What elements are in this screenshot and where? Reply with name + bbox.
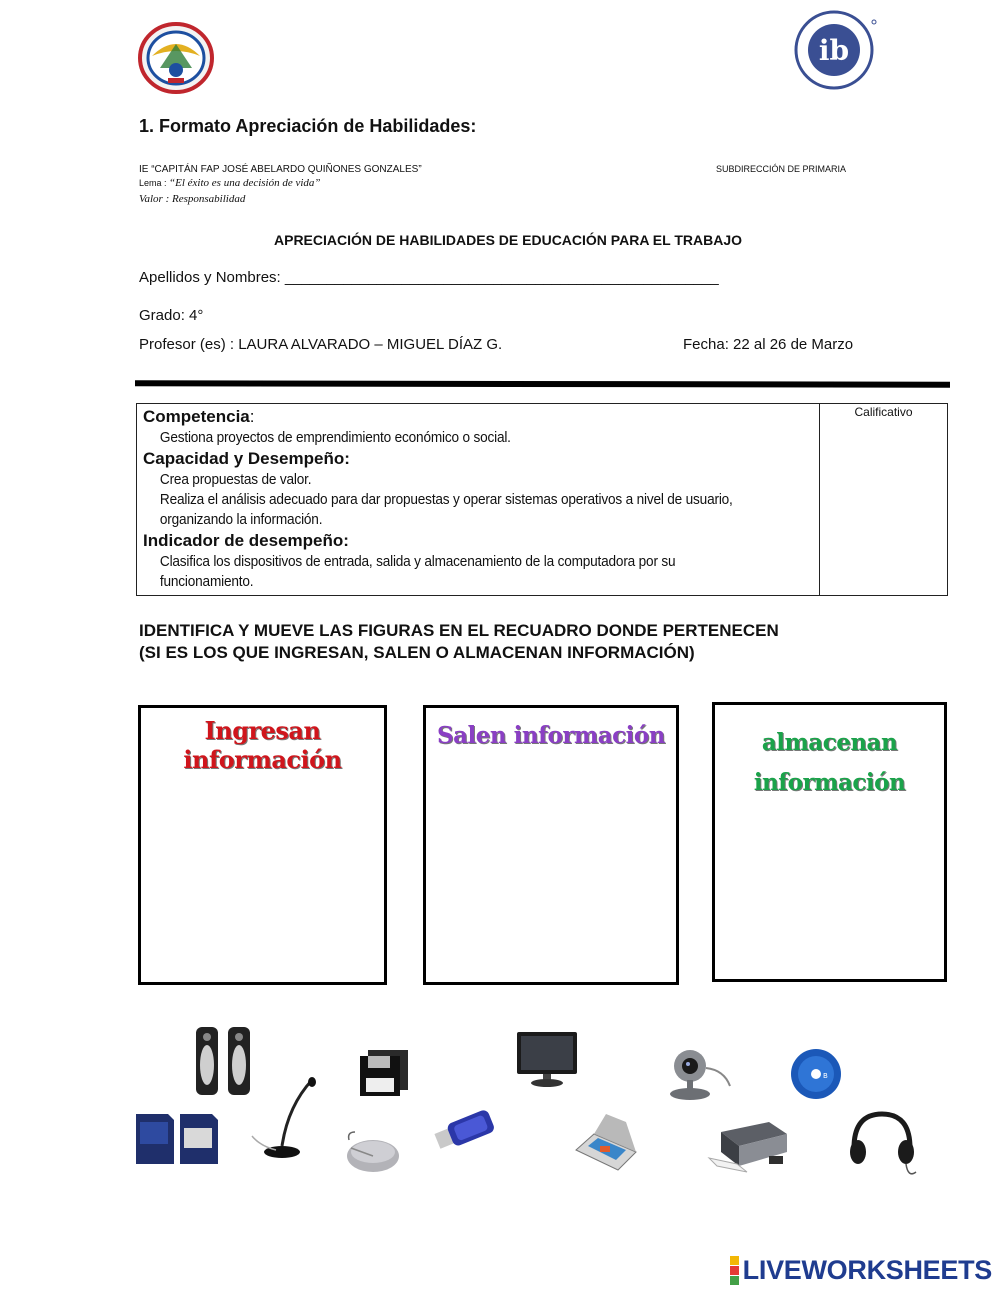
headphones-icon[interactable] (846, 1108, 920, 1185)
instructions (139, 620, 779, 664)
ib-world-school-logo (792, 8, 882, 90)
fecha-field: Fecha: 22 al 26 de Marzo (683, 336, 854, 353)
competency-table (136, 403, 948, 596)
usb-drive-icon[interactable] (432, 1108, 500, 1161)
nombres-field: Apellidos y Nombres: ____________________________________________________ (139, 269, 719, 286)
almacenan-label: almacenan información (753, 729, 906, 796)
liveworksheets-brand (730, 1255, 992, 1286)
competency-description (137, 404, 820, 595)
webcam-icon[interactable] (664, 1046, 734, 1107)
capacidad-line: organizando la información. (159, 512, 323, 528)
valor-line: Valor : Responsabilidad (139, 193, 246, 205)
divider-rule (135, 380, 950, 387)
section-subtitle: APRECIACIÓN DE HABILIDADES DE EDUCACIÓN PARA EL TRABAJO (274, 232, 742, 248)
microphone-icon[interactable] (248, 1076, 318, 1165)
lema-line (139, 177, 321, 189)
brand-text: LIVEWORKSHEETS (742, 1255, 992, 1285)
drop-zone-almacenan[interactable] (712, 702, 947, 982)
ingresan-label: Ingresan información (183, 716, 342, 774)
capacidad-heading: Capacidad y Desempeño: (143, 449, 350, 468)
salen-label: Salen información (437, 722, 665, 749)
bluray-disc-icon[interactable] (790, 1048, 842, 1105)
grado-field: Grado: 4° (139, 307, 204, 324)
mouse-icon[interactable] (345, 1130, 401, 1181)
drop-zone-salen[interactable] (423, 705, 679, 985)
instructions-line: (SI ES LOS QUE INGRESAN, SALEN O ALMACENAN INFORMACIÓN) (139, 643, 695, 662)
capacidad-line: Realiza el análisis adecuado para dar propuestas y operar sistemas operativos a nivel de usuario, (159, 492, 733, 508)
floppy-disks-icon[interactable] (358, 1050, 410, 1101)
drop-zone-ingresan[interactable] (138, 705, 387, 985)
competencia-heading: Competencia: (143, 407, 255, 426)
school-crest-logo (138, 22, 214, 94)
monitor-icon[interactable] (515, 1030, 579, 1093)
capacidad-line: Crea propuestas de valor. (159, 472, 312, 488)
speakers-icon[interactable] (194, 1025, 252, 1102)
subdireccion-label: SUBDIRECCIÓN DE PRIMARIA (716, 164, 847, 174)
instructions-line: IDENTIFICA Y MUEVE LAS FIGURAS EN EL RECUADRO DONDE PERTENECEN (139, 621, 779, 640)
svg-text:B: B (823, 1072, 828, 1080)
lema-label: Lema : (139, 178, 170, 188)
lema-value: “El éxito es una decisión de vida” (169, 177, 321, 189)
profesor-field: Profesor (es) : LAURA ALVARADO – MIGUEL DÍAZ G. (139, 336, 503, 353)
competencia-text: Gestiona proyectos de emprendimiento económico o social. (159, 430, 511, 446)
liveworksheets-logo-icon (730, 1256, 739, 1285)
school-name: IE “CAPITÁN FAP JOSÉ ABELARDO QUIÑONES GONZALES” (139, 164, 422, 175)
svg-text:ib: ib (818, 34, 850, 67)
printer-icon[interactable] (707, 1114, 791, 1179)
page-title: 1. Formato Apreciación de Habilidades: (139, 116, 477, 136)
indicador-line: funcionamiento. (159, 574, 254, 590)
calificativo-cell: Calificativo (854, 405, 913, 419)
indicador-heading: Indicador de desempeño: (143, 531, 349, 550)
scanner-icon[interactable] (570, 1110, 640, 1181)
indicador-line: Clasifica los dispositivos de entrada, salida y almacenamiento de la computadora por su (159, 554, 676, 570)
sd-cards-icon[interactable] (134, 1112, 220, 1171)
